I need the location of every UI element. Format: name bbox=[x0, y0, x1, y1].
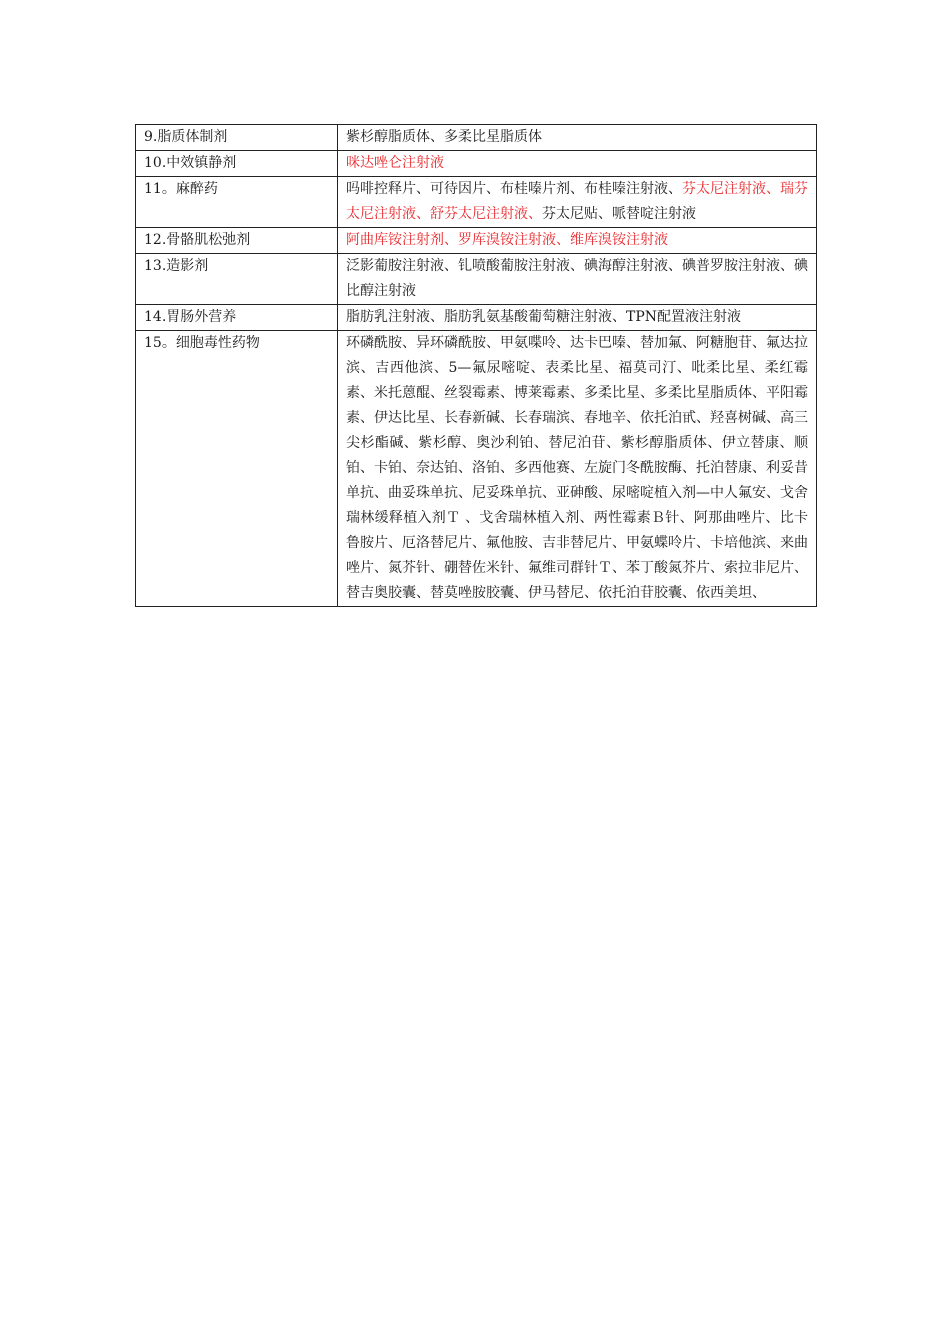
drug-list-text: 泛影葡胺注射液、钆喷酸葡胺注射液、碘海醇注射液、碘普罗胺注射液、碘比醇注射液 bbox=[346, 258, 808, 299]
table-row bbox=[136, 228, 817, 254]
category-cell: 15。细胞毒性药物 bbox=[136, 331, 338, 607]
drug-list-cell bbox=[338, 177, 817, 228]
table-body bbox=[136, 125, 817, 607]
table-row bbox=[136, 151, 817, 177]
drug-list-cell bbox=[338, 228, 817, 254]
category-cell: 9.脂质体制剂 bbox=[136, 125, 338, 151]
table-row bbox=[136, 254, 817, 305]
category-cell: 13.造影剂 bbox=[136, 254, 338, 305]
category-cell: 11。麻醉药 bbox=[136, 177, 338, 228]
table-row bbox=[136, 331, 817, 607]
category-cell: 10.中效镇静剂 bbox=[136, 151, 338, 177]
category-cell: 14.胃肠外营养 bbox=[136, 305, 338, 331]
drug-list-text: 芬太尼贴、哌替啶注射液 bbox=[542, 206, 696, 222]
drug-category-table bbox=[135, 124, 817, 607]
table-row bbox=[136, 125, 817, 151]
category-cell: 12.骨骼肌松弛剂 bbox=[136, 228, 338, 254]
table-row bbox=[136, 305, 817, 331]
drug-list-text: 阿曲库铵注射剂、罗库溴铵注射液、维库溴铵注射液 bbox=[346, 232, 668, 248]
drug-list-text: 脂肪乳注射液、脂肪乳氨基酸葡萄糖注射液、TPN配置液注射液 bbox=[346, 309, 742, 325]
drug-list-cell bbox=[338, 305, 817, 331]
drug-list-cell bbox=[338, 151, 817, 177]
drug-list-text: 芬太尼注射液、瑞芬太尼注射液、舒芬太尼注射液、 bbox=[346, 181, 808, 222]
drug-list-cell bbox=[338, 254, 817, 305]
drug-list-cell bbox=[338, 125, 817, 151]
drug-list-text: 环磷酰胺、异环磷酰胺、甲氨喋呤、达卡巴嗪、替加氟、阿糖胞苷、氟达拉滨、吉西他滨、5—氟尿嘧啶、表柔比星、福莫司汀、吡柔比星、柔红霉素、米托蒽醌、丝裂霉素、博莱霉素、多柔比星、多柔比星脂质体、平阳霉素、伊达比星、长春新碱、长春瑞滨、春地辛、依托泊甙、羟喜树碱、高三尖杉酯碱、紫杉醇、奥沙利铂、替尼泊苷、紫杉醇脂质体、伊立替康、顺铂、卡铂、奈达铂、洛铂、多西他赛、左旋门冬酰胺酶、托泊替康、利妥昔单抗、曲妥珠单抗、尼妥珠单抗、亚砷酸、尿嘧啶植入剂—中人氟安、戈舍瑞林缓释植入剂Ｔ 、戈舍瑞林植入剂、两性霉素Ｂ针、阿那曲唑片、比卡鲁胺片、厄洛替尼片、氟他胺、吉非替尼片、甲氨蝶呤片、卡培他滨、来曲唑片、氮芥针、硼替佐米针、氟维司群针Ｔ、苯丁酸氮芥片、索拉非尼片、替吉奥胶囊、替莫唑胺胶囊、伊马替尼、依托泊苷胶囊、依西美坦、 bbox=[346, 335, 808, 601]
drug-list-text: 紫杉醇脂质体、多柔比星脂质体 bbox=[346, 129, 542, 145]
table-row bbox=[136, 177, 817, 228]
drug-list-cell bbox=[338, 331, 817, 607]
drug-list-text: 咪达唑仑注射液 bbox=[346, 155, 444, 171]
drug-list-text: 吗啡控释片、可待因片、布桂嗪片剂、布桂嗪注射液、 bbox=[346, 181, 682, 197]
